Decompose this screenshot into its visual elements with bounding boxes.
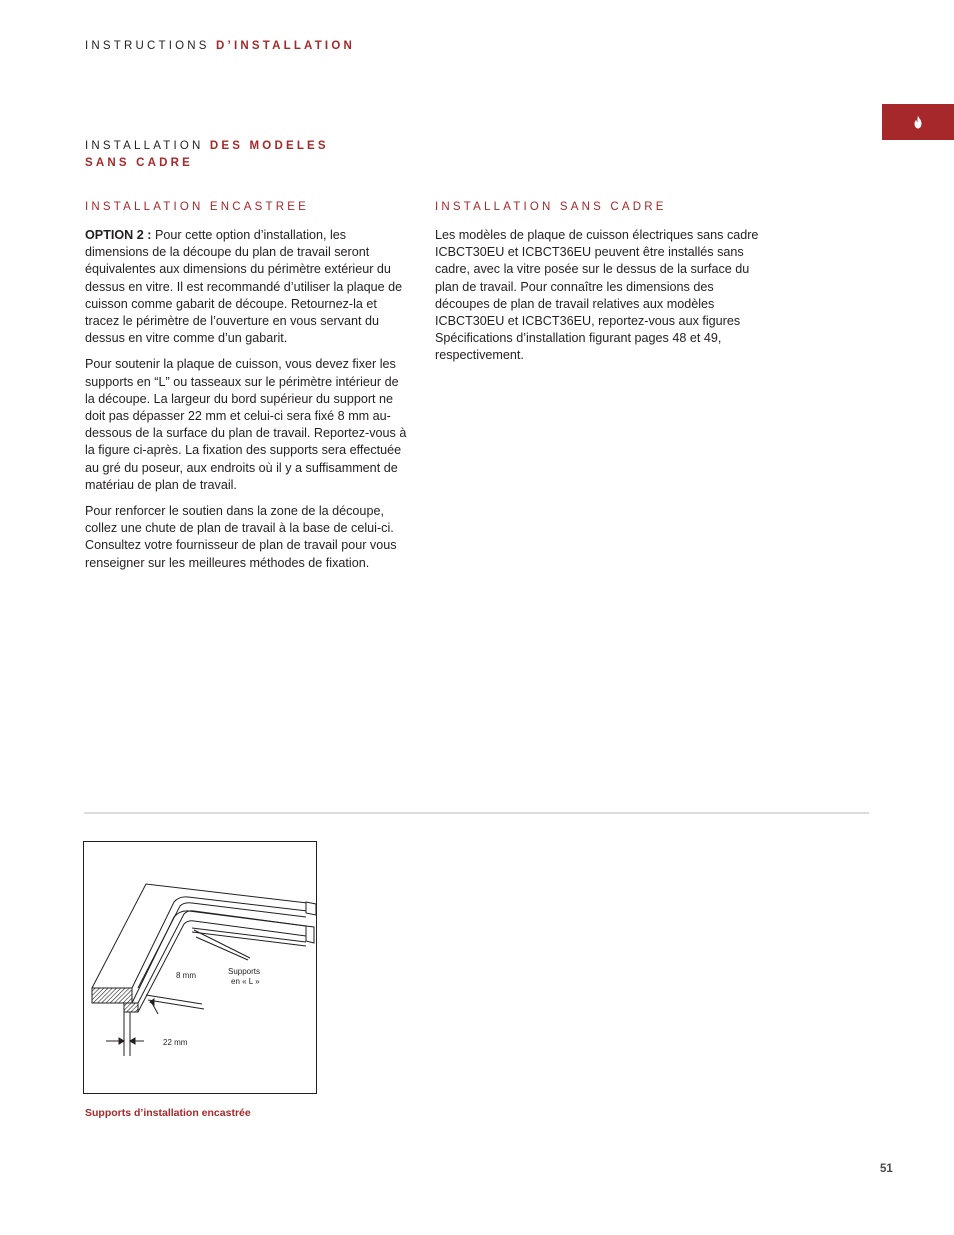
section-divider (84, 812, 869, 814)
header-prefix: INSTRUCTIONS (85, 40, 217, 52)
flame-icon (912, 115, 924, 129)
right-column (435, 227, 759, 374)
header-emphasis: D’INSTALLATION (216, 40, 355, 52)
label-22mm: 22 mm (163, 1038, 188, 1047)
label-8mm: 8 mm (176, 971, 196, 980)
right-paragraph-1: Les modèles de plaque de cuisson électriques sans cadre ICBCT30EU et ICBCT36EU peuvent être installés sans cadre, avec la vitre posée sur le dessus de la surface du plan de travail. Pour connaître les dimensions des découpes de plan de travail relatives aux modèles ICBCT30EU et ICBCT36EU, reportez-vous aux figures Spécifications d’installation figurant pages 48 et 49, respectivement. (435, 228, 759, 363)
right-column-heading: INSTALLATION SANS CADRE (435, 201, 667, 213)
section-title (85, 138, 329, 172)
l-bracket-diagram (84, 842, 316, 1093)
section-tab (882, 104, 954, 140)
section-title-emphasis-1: DES MODELES (209, 140, 329, 152)
figure-caption: Supports d’installation encastrée (85, 1107, 251, 1119)
page-number: 51 (880, 1163, 893, 1175)
option-label: OPTION 2 : (85, 228, 152, 242)
section-title-emphasis-2: SANS CADRE (85, 157, 194, 169)
left-paragraph-3: Pour renforcer le soutien dans la zone de la découpe, collez une chute de plan de travail à la base de celui-ci. Consultez votre fournisseur de plan de travail pour vous renseigner sur les meilleures méthodes de fixation. (85, 504, 397, 570)
label-supports-line1: Supports (228, 967, 261, 976)
left-paragraph-1-text: Pour cette option d’installation, les dimensions de la découpe du plan de travail seront équivalentes aux dimensions du périmètre extérieur du dessus en vitre. Il est recommandé d’utiliser la plaque de cuisson comme gabarit de découpe. Retournez-la et tracez le périmètre de l’ouverture en vous servant du dessus en vitre comme d’un gabarit. (85, 228, 403, 346)
section-title-prefix: INSTALLATION (85, 140, 210, 152)
running-header (85, 40, 355, 52)
left-paragraph-1 (85, 227, 407, 347)
left-column (85, 227, 407, 581)
left-column-heading: INSTALLATION ENCASTREE (85, 201, 309, 213)
figure-frame (83, 841, 317, 1094)
left-paragraph-2: Pour soutenir la plaque de cuisson, vous devez fixer les supports en “L” ou tasseaux sur le périmètre intérieur de la découpe. La largeur du bord supérieur du support ne doit pas dépasser 22 mm et celui-ci sera fixé 8 mm au-dessous de la surface du plan de travail. Reportez-vous à la figure ci-après. La fixation des supports sera effectuée au gré du poseur, aux endroits où il y a suffisamment de matériau de plan de travail. (85, 357, 407, 492)
label-supports-line2: en « L » (231, 977, 260, 986)
